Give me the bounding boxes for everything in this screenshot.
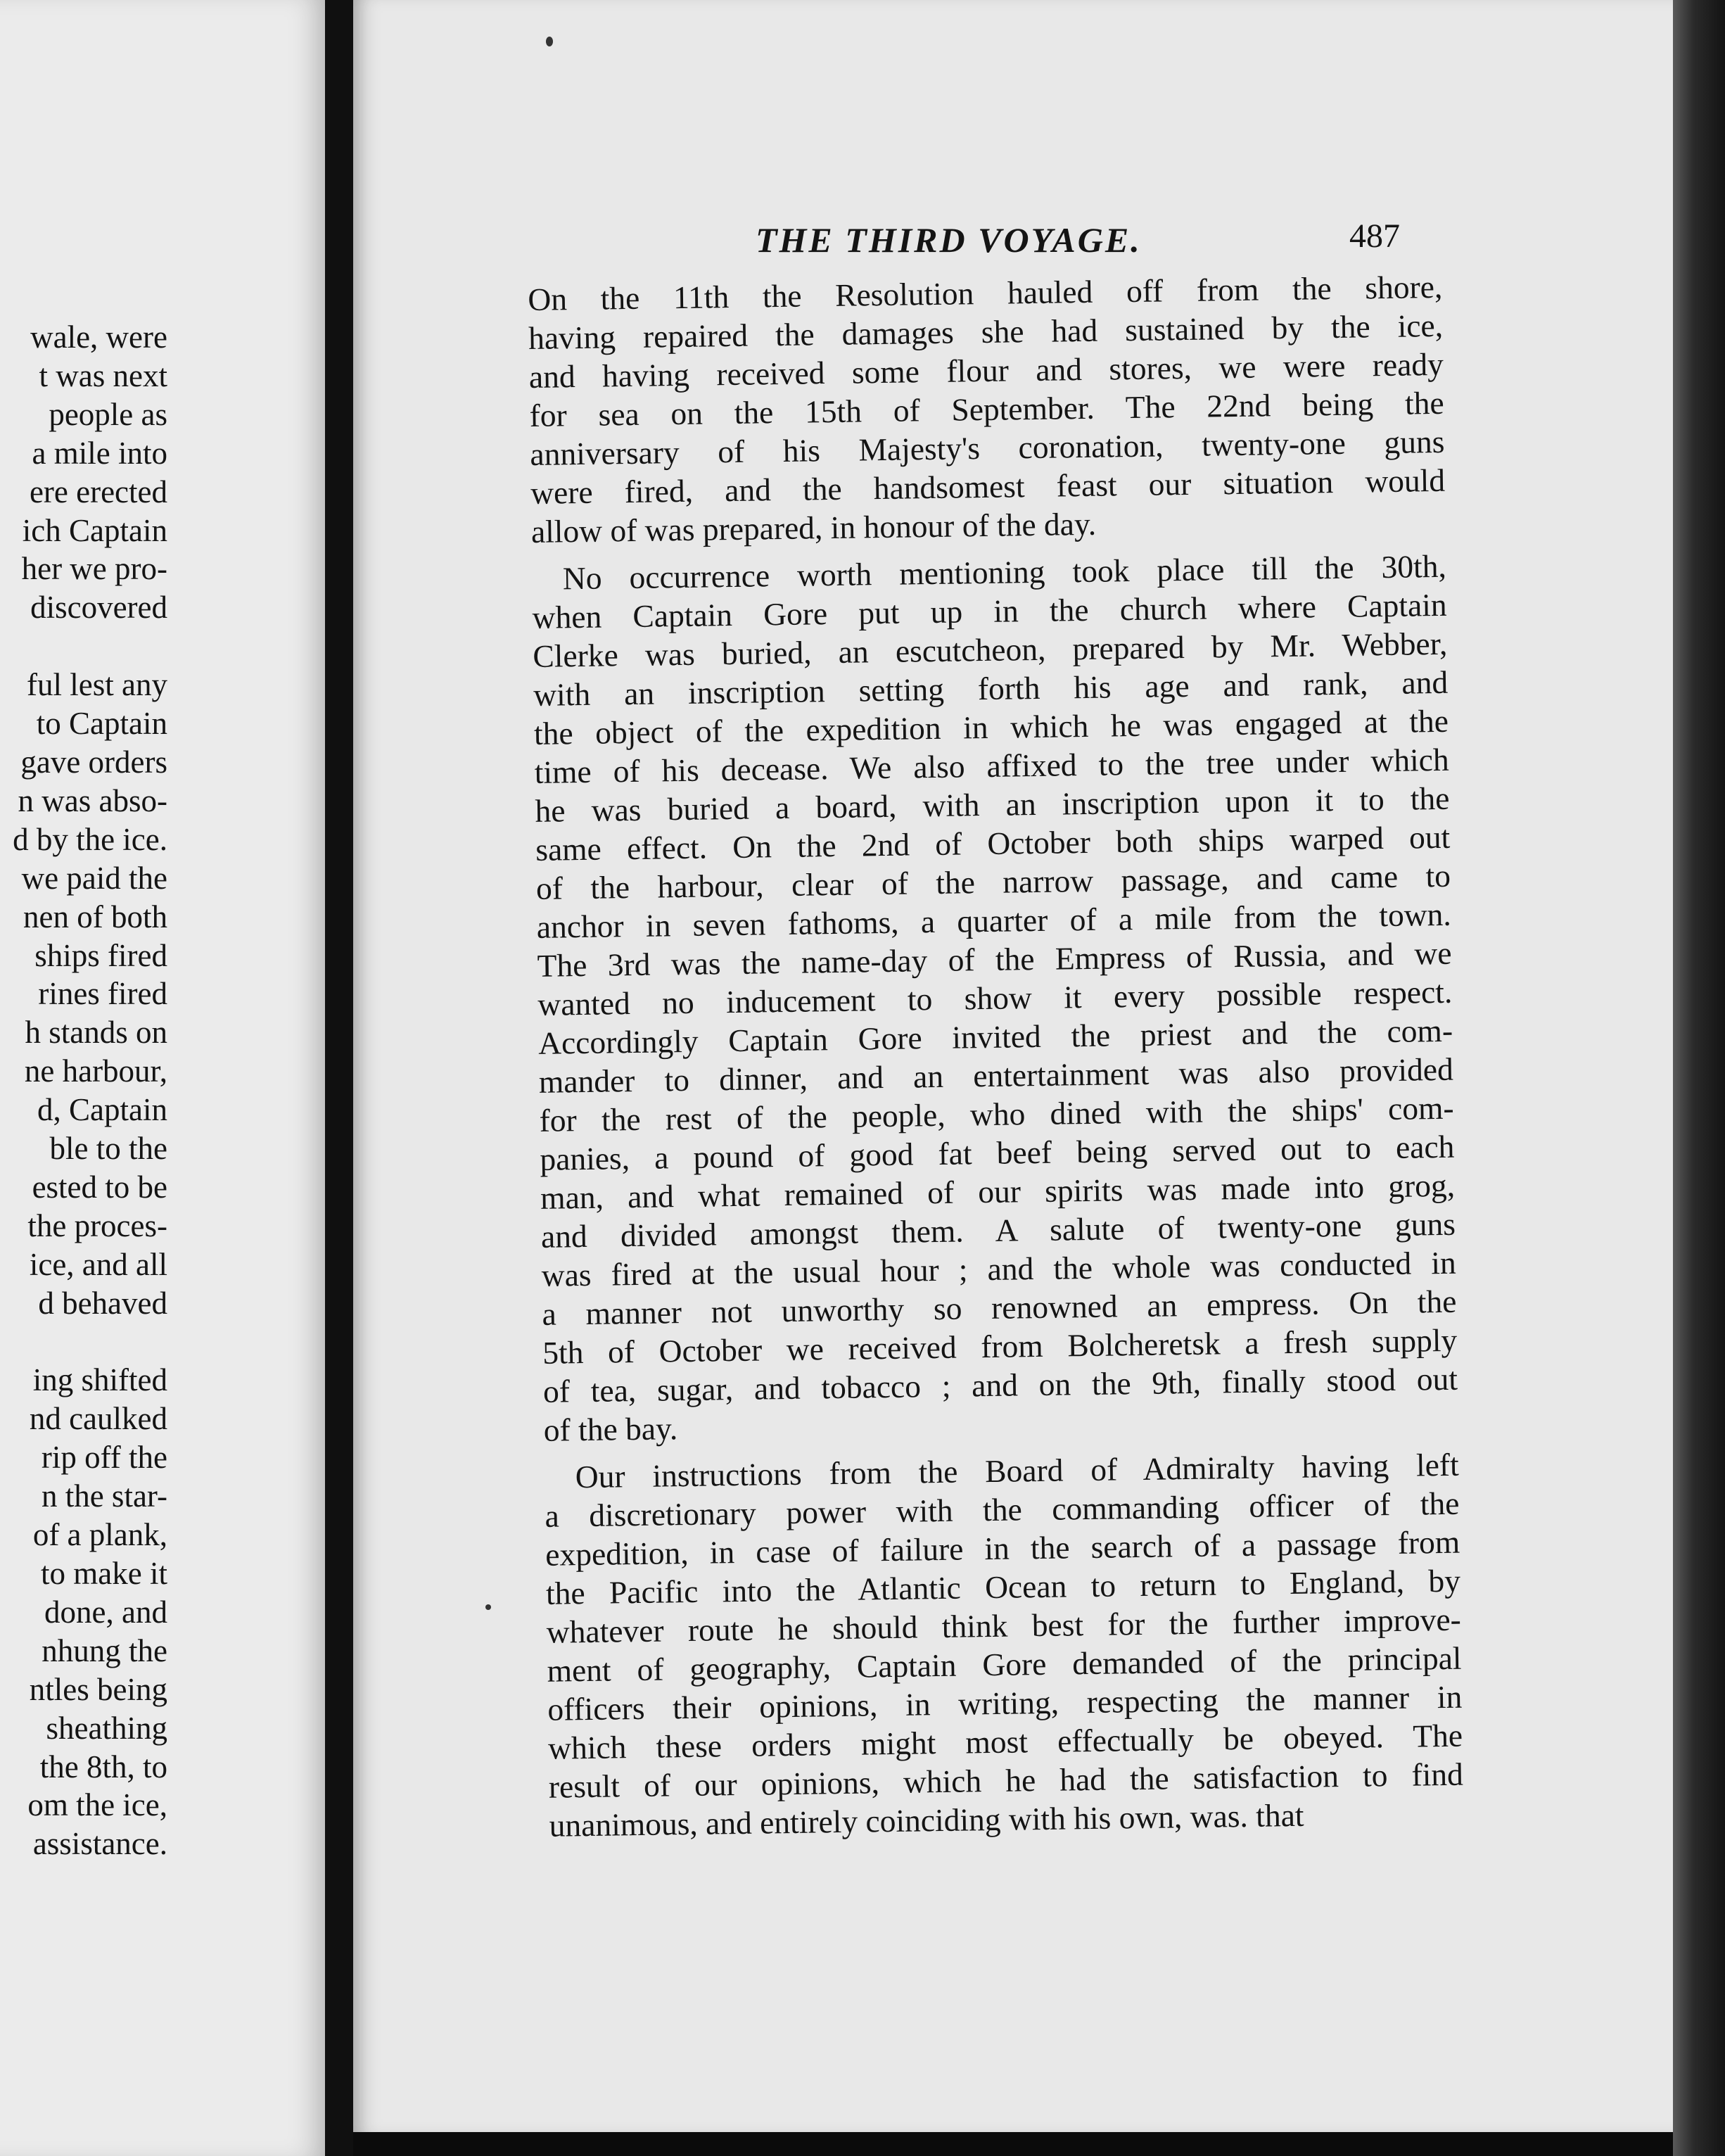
text-line: mander to dinner, and an entertainment was also provided: [538, 1051, 1454, 1100]
book-gutter: [325, 0, 353, 2156]
page-number: 487: [1349, 217, 1400, 255]
left-page-line: n the star-: [41, 1478, 167, 1514]
left-page-line: a mile into: [32, 435, 167, 471]
left-page-line: wale, were: [30, 319, 167, 355]
paragraph: [544, 1445, 1464, 1845]
text-line: Accordingly Captain Gore invited the priest and the com-: [537, 1012, 1453, 1061]
text-line: anniversary of his Majesty's coronation, twenty-one guns: [530, 423, 1445, 472]
text-line: and divided amongst them. A salute of twenty-one guns: [540, 1205, 1456, 1255]
left-page-line: t was next: [39, 357, 167, 393]
text-line: of the harbour, clear of the narrow passage, and came to: [535, 857, 1451, 906]
left-page-text: [0, 318, 167, 1863]
left-page-line: discovered: [30, 590, 167, 626]
left-page-line: d by the ice.: [13, 821, 167, 857]
text-line: Clerke was buried, an escutcheon, prepared by Mr. Webber,: [533, 625, 1448, 674]
text-line: with an inscription setting forth his age and rank, and: [533, 664, 1449, 713]
body-text: [528, 267, 1464, 1845]
left-page-line: [0, 627, 167, 666]
left-page-line: ships fired: [34, 937, 167, 973]
text-line: whatever route he should think best for the further improve-: [546, 1601, 1462, 1650]
text-line: panies, a pound of good fat beef being served out to each: [540, 1128, 1455, 1177]
left-page-line: to make it: [41, 1556, 167, 1591]
left-page-line: we paid the: [21, 860, 167, 896]
text-line: a discretionary power with the commanding officer of the: [545, 1485, 1460, 1534]
left-page-line: nhung the: [42, 1632, 167, 1668]
text-line: of tea, sugar, and tobacco ; and on the 9th, finally stood out: [542, 1360, 1458, 1409]
left-page-line: gave orders: [20, 744, 167, 780]
text-line: Our instructions from the Board of Admiralty having left: [575, 1446, 1459, 1495]
text-line: 5th of October we received from Bolcheretsk a fresh supply: [542, 1321, 1458, 1371]
left-page-line: ested to be: [32, 1169, 167, 1205]
text-line: man, and what remained of our spirits was made into grog,: [540, 1167, 1456, 1216]
left-page-line: nd caulked: [29, 1401, 167, 1437]
text-line: having repaired the damages she had sustained by the ice,: [528, 307, 1444, 356]
left-page-line: sheathing: [46, 1710, 167, 1746]
text-line: he was buried a board, with an inscription upon it to the: [535, 780, 1450, 829]
paragraph: [528, 267, 1446, 551]
text-line: result of our opinions, which he had the satisfaction to find: [548, 1756, 1464, 1805]
text-line: the Pacific into the Atlantic Ocean to return to England, by: [545, 1562, 1461, 1611]
text-line: same effect. On the 2nd of October both ships warped out: [535, 818, 1451, 868]
left-page-line: to Captain: [36, 706, 167, 742]
left-page-line: ere erected: [29, 474, 167, 509]
left-page-line: ich Captain: [22, 512, 167, 548]
left-page: [0, 0, 325, 2156]
text-line: unanimous, and entirely coinciding with his own, was. that: [549, 1796, 1304, 1844]
left-page-line: om the ice,: [27, 1787, 167, 1823]
paragraph: [532, 547, 1459, 1450]
text-line: officers their opinions, in writing, respecting the manner in: [547, 1678, 1463, 1727]
text-line: and having received some flour and stores, we were ready: [528, 345, 1444, 395]
text-line: On the 11th the Resolution hauled off from the shore,: [528, 268, 1443, 317]
left-page-line: the proces-: [27, 1207, 167, 1243]
left-page-line: her we pro-: [21, 551, 167, 587]
text-line: a manner not unworthy so renowned an empress. On the: [542, 1283, 1457, 1332]
left-page-line: h stands on: [25, 1015, 167, 1051]
left-page-line: the 8th, to: [39, 1749, 167, 1784]
left-page-line: ing shifted: [32, 1362, 167, 1398]
left-page-line: nen of both: [23, 899, 167, 934]
text-line: for sea on the 15th of September. The 22nd being the: [529, 384, 1444, 433]
ink-speck: [485, 1604, 491, 1610]
page-edge: [1673, 0, 1725, 2156]
text-line: when Captain Gore put up in the church where Captain: [532, 586, 1447, 635]
left-page-line: d, Captain: [37, 1092, 167, 1128]
text-line: anchor in seven fathoms, a quarter of a mile from the town.: [536, 896, 1452, 945]
left-page-line: [0, 1323, 167, 1362]
left-page-line: ntles being: [29, 1671, 167, 1707]
left-page-line: rines fired: [38, 976, 167, 1012]
text-line: allow of was prepared, in honour of the day.: [530, 505, 1097, 550]
text-line: time of his decease. We also affixed to the tree under which: [534, 741, 1449, 790]
text-line: No occurrence worth mentioning took place till the 30th,: [562, 547, 1447, 597]
left-page-line: people as: [49, 396, 167, 432]
left-page-line: assistance.: [32, 1826, 167, 1862]
left-page-line: rip off the: [41, 1440, 167, 1476]
left-page-line: done, and: [44, 1594, 167, 1630]
text-line: was fired at the usual hour ; and the whole was conducted in: [541, 1244, 1456, 1293]
text-line: which these orders might most effectually be obeyed. The: [547, 1717, 1463, 1766]
text-line: for the rest of the people, who dined with the ships' com-: [539, 1089, 1454, 1139]
text-line: the object of the expedition in which he was engaged at the: [533, 702, 1449, 752]
left-page-line: ble to the: [49, 1131, 167, 1167]
left-page-line: ful lest any: [27, 667, 167, 703]
left-page-line: ne harbour,: [24, 1053, 167, 1089]
text-line: The 3rd was the name-day of the Empress of Russia, and we: [537, 934, 1452, 984]
ink-speck: [546, 37, 553, 46]
text-line: expedition, in case of failure in the search of a passage from: [545, 1523, 1460, 1573]
running-head: THE THIRD VOYAGE.: [756, 220, 1142, 260]
left-page-line: d behaved: [38, 1285, 167, 1321]
left-page-line: of a plank,: [32, 1517, 167, 1553]
text-line: of the bay.: [543, 1410, 678, 1448]
text-line: were fired, and the handsomest feast our situation would: [530, 462, 1446, 511]
left-page-line: n was abso-: [18, 782, 167, 818]
text-line: ment of geography, Captain Gore demanded of the principal: [547, 1640, 1462, 1689]
left-page-line: ice, and all: [29, 1246, 167, 1282]
text-line: wanted no inducement to show it every possible respect.: [537, 973, 1453, 1022]
